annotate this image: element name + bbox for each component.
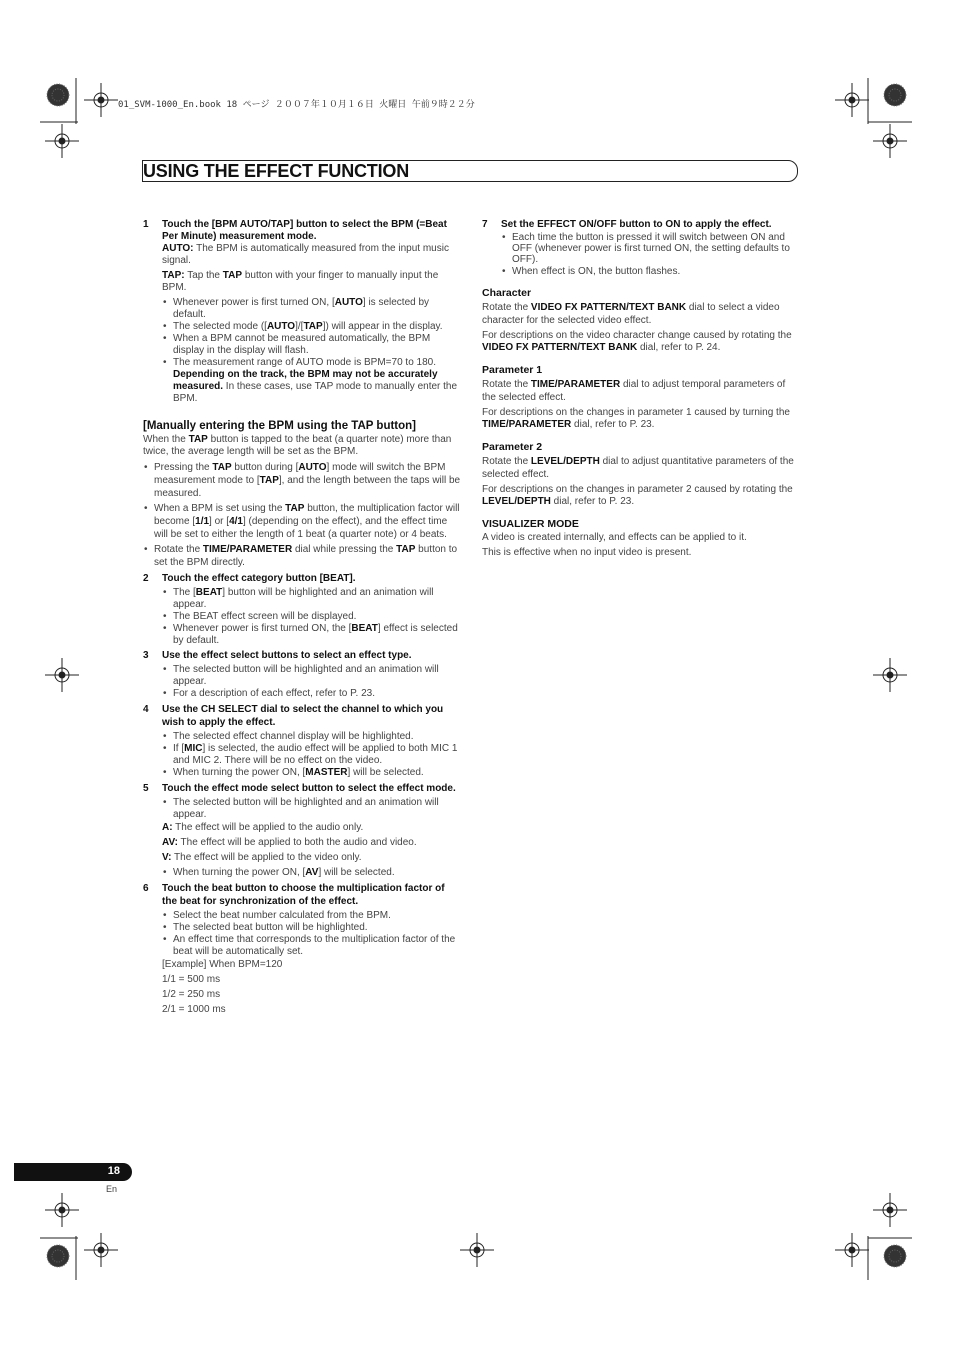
print-header: 01_SVM-1000_En.book 18 ページ ２００７年１０月１６日 火曜日 午前９時２２分 [118,100,475,110]
parameter1-heading: Parameter 1 [482,364,543,376]
visualizer-heading: VISUALIZER MODE [482,518,579,530]
list-item: • The selected button will be highlighted and an animation will appear. [143,664,461,688]
mode-a: A: The effect will be applied to the audio only. [162,822,364,833]
page-title: USING THE EFFECT FUNCTION [143,161,409,181]
list-item: • If [MIC] is selected, the audio effect will be applied to both MIC 1 and MIC 2. There will be no effect on the video. [143,743,461,767]
left-column [143,219,461,1016]
parameter1-text-1: Rotate the TIME/PARAMETER dial to adjust temporal parameters of the selected effect. [482,379,786,403]
list-item: • When a BPM cannot be measured automatically, the BPM display in the display will flash. [143,333,461,357]
example-line: 1/1 = 500 ms [162,974,221,985]
list-item: • Whenever power is first turned ON, [AUTO] is selected by default. [143,297,461,321]
list-item: • The selected button will be highlighted and an animation will appear. [143,797,461,821]
step-3: 3 Use the effect select buttons to select an effect type. [143,650,412,661]
visualizer-text-1: A video is created internally, and effects can be applied to it. [482,532,747,543]
mode-av: AV: The effect will be applied to both the audio and video. [162,837,417,848]
section-title-bar [142,160,798,182]
list-item: • When effect is ON, the button flashes. [482,266,800,278]
parameter2-text-1: Rotate the LEVEL/DEPTH dial to adjust quantitative parameters of the selected effect. [482,456,794,480]
page-number-tab [14,1163,132,1181]
step-6: 6 Touch the beat button to choose the multiplication factor of the beat for synchronization of the effect. [143,883,445,907]
list-item: • When a BPM is set using the TAP button, the multiplication factor will become [1/1] or [4/1] (depending on the effect), and the effect time will be set to either the length of 1 beat (a quarter note) or 4 beats. [143,502,461,541]
step-5: 5 Touch the effect mode select button to select the effect mode. [143,783,456,794]
list-item: • For a description of each effect, refer to P. 23. [143,688,461,700]
step-4: 4 Use the CH SELECT dial to select the channel to which you wish to apply the effect. [143,704,444,728]
step-1-tap: TAP: Tap the TAP button with your finger to manually input the BPM. [162,270,439,293]
visualizer-text-2: This is effective when no input video is present. [482,547,692,558]
page-number: 18 [107,1165,120,1177]
step-2: 2 Touch the effect category button [BEAT]. [143,573,356,584]
list-item: • The selected beat button will be highlighted. [143,922,461,934]
parameter2-heading: Parameter 2 [482,441,543,453]
list-item: • The measurement range of AUTO mode is BPM=70 to 180. Depending on the track, the BPM may not be accurately measured. In these cases, use TAP mode to manually enter the BPM. [143,357,461,405]
list-item: • Each time the button is pressed it will switch between ON and OFF (whenever power is first turned ON, the setting defaults to OFF). [482,232,800,265]
mode-v: V: The effect will be applied to the video only. [162,852,362,863]
list-item: • An effect time that corresponds to the multiplication factor of the beat will be automatically set. [143,934,461,958]
list-item: • The selected mode ([AUTO]/[TAP]) will appear in the display. [143,321,461,333]
list-item: • Pressing the TAP button during [AUTO] mode will switch the BPM measurement mode to [TAP], and the length between the taps will be measured. [143,461,461,500]
list-item: • The selected effect channel display will be highlighted. [143,731,461,743]
list-item: • Rotate the TIME/PARAMETER dial while pressing the TAP button to set the BPM directly. [143,543,461,569]
page-language: En [106,1184,118,1194]
step-7: 7 Set the EFFECT ON/OFF button to ON to apply the effect. [482,219,772,230]
step-1: 1 Touch the [BPM AUTO/TAP] button to select the BPM (=Beat Per Minute) measurement mode. [143,219,447,242]
list-item: • The [BEAT] button will be highlighted and an animation will appear. [143,587,461,611]
character-text-2: For descriptions on the video character change caused by rotating the VIDEO FX PATTERN/TEXT BANK dial, refer to P. 24. [482,330,792,353]
parameter1-text-2: For descriptions on the changes in parameter 1 caused by turning the TIME/PARAMETER dial, refer to P. 23. [482,407,790,430]
manual-bpm-intro: When the TAP button is tapped to the beat (a quarter note) more than twice, the average length will be set as the BPM. [143,434,452,457]
list-item: • The BEAT effect screen will be displayed. [143,611,461,623]
example-line: 1/2 = 250 ms [162,989,221,1000]
list-item: • When turning the power ON, [AV] will be selected. [143,867,461,879]
list-item: • When turning the power ON, [MASTER] will be selected. [143,767,461,779]
step-1-auto: AUTO: The BPM is automatically measured from the input music signal. [162,243,449,266]
list-item: • Whenever power is first turned ON, the [BEAT] effect is selected by default. [143,623,461,647]
character-text-1: Rotate the VIDEO FX PATTERN/TEXT BANK dial to select a video character for the selected video effect. [482,302,780,326]
list-item: • Select the beat number calculated from the BPM. [143,910,461,922]
character-heading: Character [482,287,532,299]
parameter2-text-2: For descriptions on the changes in parameter 2 caused by rotating the LEVEL/DEPTH dial, refer to P. 23. [482,484,793,507]
manual-bpm-heading: [Manually entering the BPM using the TAP button] [143,420,417,432]
example-line: 2/1 = 1000 ms [162,1004,226,1015]
example-label: [Example] When BPM=120 [162,959,283,970]
right-column [482,219,800,559]
